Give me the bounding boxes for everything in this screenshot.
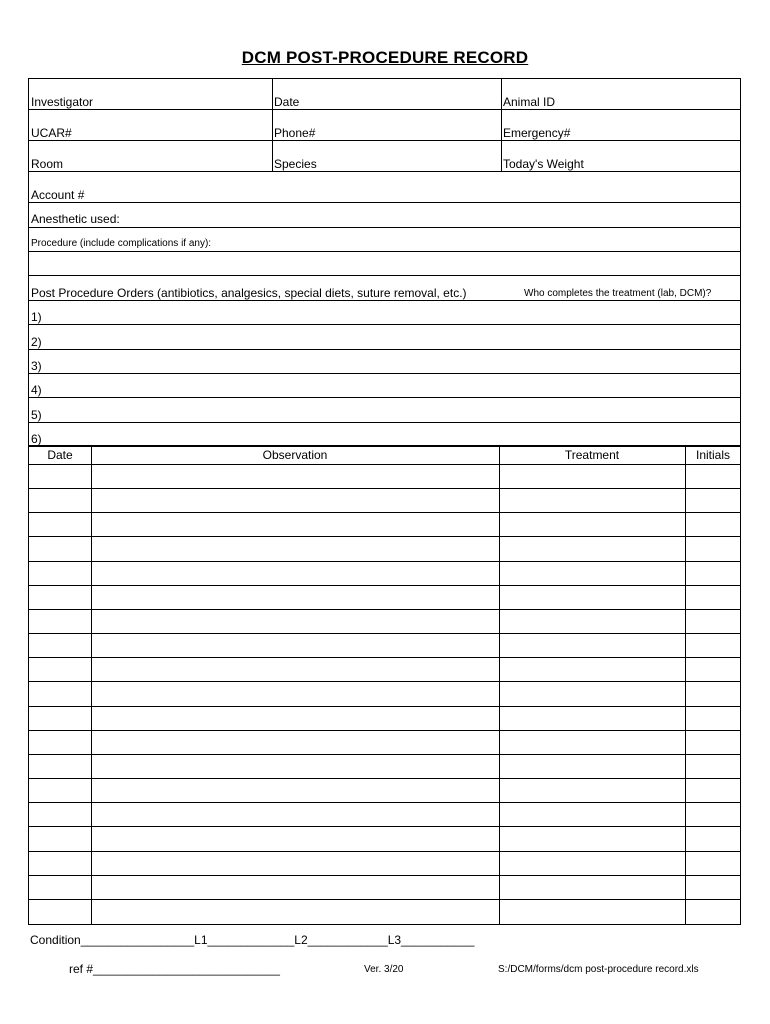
- table-row[interactable]: [29, 609, 740, 634]
- table-row[interactable]: [29, 851, 740, 876]
- table-row[interactable]: [29, 826, 740, 851]
- todays-weight-field[interactable]: Today's Weight: [503, 157, 584, 171]
- header-initials: Initials: [695, 448, 730, 462]
- order-line-5[interactable]: 5): [31, 408, 42, 422]
- species-field[interactable]: Species: [274, 157, 317, 171]
- table-row[interactable]: [29, 706, 740, 731]
- room-field[interactable]: Room: [31, 157, 64, 171]
- row-divider: [29, 349, 740, 350]
- row-divider: [29, 140, 740, 141]
- ref-line[interactable]: ref #____________________________: [69, 962, 280, 976]
- header-treatment: Treatment: [564, 448, 620, 462]
- order-line-6[interactable]: 6): [31, 432, 42, 446]
- table-row[interactable]: [29, 464, 740, 489]
- row-divider: [29, 109, 740, 110]
- column-divider: [272, 79, 273, 171]
- order-line-2[interactable]: 2): [31, 335, 42, 349]
- account-field[interactable]: Account #: [31, 188, 85, 202]
- table-row[interactable]: [29, 561, 740, 586]
- row-divider: [29, 397, 740, 398]
- page-title: DCM POST-PROCEDURE RECORD: [241, 48, 529, 67]
- investigator-field[interactable]: Investigator: [31, 95, 94, 109]
- table-row[interactable]: [29, 633, 740, 658]
- table-row[interactable]: [29, 730, 740, 755]
- procedure-field[interactable]: Procedure (include complications if any):: [31, 238, 212, 249]
- file-path-label: S:/DCM/forms/dcm post-procedure record.xls: [498, 964, 699, 975]
- table-row[interactable]: [29, 802, 740, 827]
- phone-field[interactable]: Phone#: [274, 126, 316, 140]
- column-divider: [501, 79, 502, 171]
- ucar-field[interactable]: UCAR#: [31, 126, 72, 140]
- row-divider: [29, 422, 740, 423]
- table-row[interactable]: [29, 488, 740, 513]
- date-field[interactable]: Date: [274, 95, 300, 109]
- post-orders-heading: Post Procedure Orders (antibiotics, analgesics, special diets, suture removal, etc.): [31, 286, 467, 300]
- row-divider: [29, 373, 740, 374]
- record-form: [28, 78, 741, 446]
- table-row[interactable]: [29, 657, 740, 682]
- row-divider: [29, 275, 740, 276]
- version-label: Ver. 3/20: [364, 964, 404, 975]
- table-row[interactable]: [29, 778, 740, 803]
- header-observation: Observation: [262, 448, 328, 462]
- table-row[interactable]: [29, 585, 740, 610]
- header-date: Date: [47, 448, 73, 462]
- table-row[interactable]: [29, 512, 740, 537]
- observation-table: [28, 446, 741, 925]
- anesthetic-field[interactable]: Anesthetic used:: [31, 212, 120, 226]
- row-divider: [29, 171, 740, 172]
- row-divider: [29, 202, 740, 203]
- table-row[interactable]: [29, 681, 740, 706]
- row-divider: [29, 300, 740, 301]
- order-line-4[interactable]: 4): [31, 383, 42, 397]
- row-divider: [29, 227, 740, 228]
- animal-id-field[interactable]: Animal ID: [503, 95, 556, 109]
- table-row[interactable]: [29, 754, 740, 779]
- table-row[interactable]: [29, 875, 740, 900]
- emergency-field[interactable]: Emergency#: [503, 126, 571, 140]
- condition-line[interactable]: Condition_________________L1_____________L2____________L3___________: [30, 933, 475, 947]
- row-divider: [29, 324, 740, 325]
- table-row[interactable]: [29, 899, 740, 924]
- row-divider: [29, 251, 740, 252]
- table-row[interactable]: [29, 536, 740, 561]
- order-line-3[interactable]: 3): [31, 359, 42, 373]
- order-line-1[interactable]: 1): [31, 310, 42, 324]
- who-completes-heading: Who completes the treatment (lab, DCM)?: [524, 288, 712, 299]
